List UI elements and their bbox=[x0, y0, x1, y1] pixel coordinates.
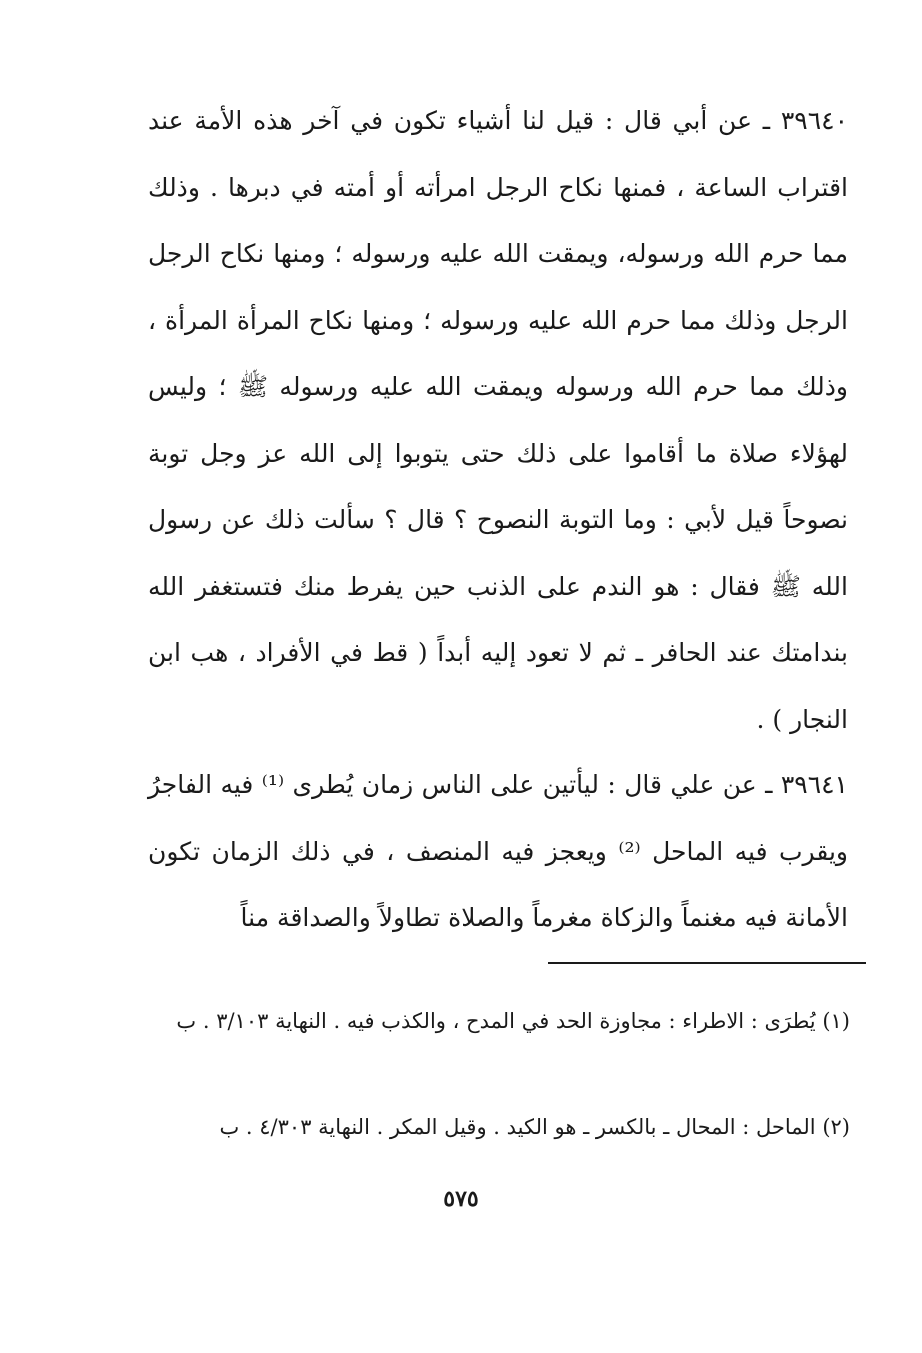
page-number: ٥٧٥ bbox=[443, 1186, 479, 1212]
footnote-separator bbox=[548, 962, 866, 964]
hadith-paragraph-39641: ٣٩٦٤١ ـ عن علي قال : ليأتين على الناس زمان يُطرى ⁽¹⁾ فيه الفاجرُ ويقرب فيه الماحل ⁽²⁾ ويعجز فيه المنصف ، في ذلك الزمان تكون الأمانة فيه مغنماً والزكاة مغرماً والصلاة تطاولاً والصداقة مناً bbox=[148, 770, 849, 932]
footnote-1: (١) يُطرَى : الاطراء : مجاوزة الحد في المدح ، والكذب فيه . النهاية ٣/١٠٣ . ب bbox=[176, 1009, 850, 1033]
footnote-2: (٢) الماحل : المحال ـ بالكسر ـ هو الكيد . وقيل المكر . النهاية ٤/٣٠٣ . ب bbox=[219, 1115, 850, 1139]
hadith-paragraph-39640: ٣٩٦٤٠ ـ عن أبي قال : قيل لنا أشياء تكون في آخر هذه الأمة عند اقتراب الساعة ، فمنها نكاح الرجل امرأته أو أمته في دبرها . وذلك مما حرم الله ورسوله، ويمقت الله عليه ورسوله ؛ ومنها نكاح الرجل الرجل وذلك مما حرم الله عليه ورسوله ؛ ومنها نكاح المرأة المرأة ، وذلك مما حرم الله ورسوله ويمقت الله عليه ورسوله ﷺ ؛ وليس لهؤلاء صلاة ما أقاموا على ذلك حتى يتوبوا إلى الله عز وجل توبة نصوحاً قيل لأبي : وما التوبة النصوح ؟ قال ؟ سألت ذلك عن رسول الله ﷺ فقال : هو الندم على الذنب حين يفرط منك فتستغفر الله بندامتك عند الحافر ـ ثم لا تعود إليه أبداً ( قط في الأفراد ، هب ابن النجار ) . bbox=[148, 106, 848, 734]
